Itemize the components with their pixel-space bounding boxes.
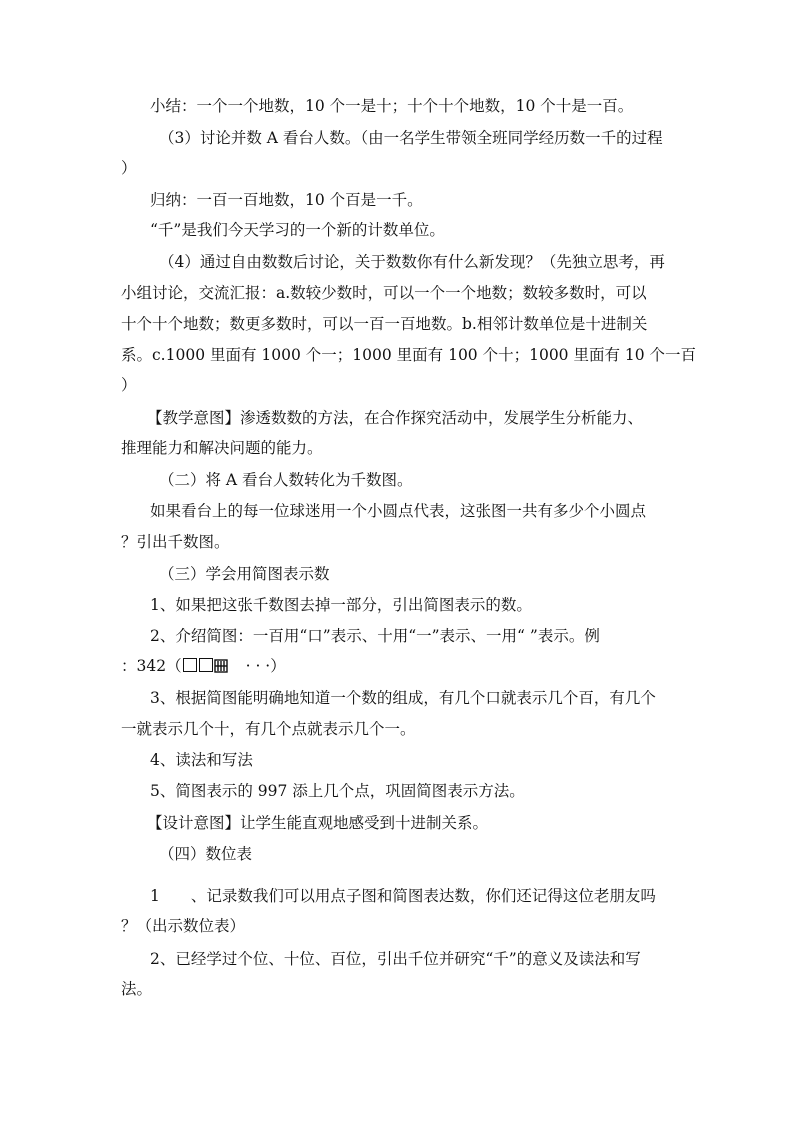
dot-representation-question: 如果看台上的每一位球迷用一个小圆点代表，这张图一共有多少个小圆点 bbox=[150, 502, 647, 520]
thousand-unit-note: “千”是我们今天学习的一个新的计数单位。 bbox=[150, 221, 445, 239]
example-342 bbox=[121, 656, 794, 676]
dot-representation-question-cont: ？引出千数图。 bbox=[121, 533, 230, 551]
teaching-intent-note-cont: 推理能力和解决问题的能力。 bbox=[121, 439, 323, 457]
section-four-heading: （四）数位表 bbox=[159, 845, 253, 863]
step-2: 2、介绍简图：一百用“口”表示、十用“一”表示、一用“ ”表示。例 bbox=[150, 627, 600, 645]
step-4: 4、读法和写法 bbox=[150, 751, 253, 769]
section-three-heading: （三）学会用简图表示数 bbox=[159, 565, 330, 583]
example-342-dots: · · ·） bbox=[245, 657, 286, 675]
four-tens-icon bbox=[214, 659, 228, 673]
place-value-step-1: 1 、记录数我们可以用点子图和简图表达数，你们还记得这位老朋友吗 bbox=[150, 887, 656, 905]
discussion-item-4-line4: 系。c.1000 里面有 1000 个一；1000 里面有 100 个十；1000 里面有 10 个一百 bbox=[121, 346, 697, 364]
discussion-item-4-line2: 小组讨论，交流汇报：a.数较少数时，可以一个一个地数；数较多数时，可以 bbox=[121, 284, 647, 302]
step-1: 1、如果把这张千数图去掉一部分，引出简图表示的数。 bbox=[150, 596, 532, 614]
place-value-step-2: 2、已经学过个位、十位、百位，引出千位并研究“千”的意义及读法和写 bbox=[150, 950, 641, 968]
section-two-heading: （二）将 A 看台人数转化为千数图。 bbox=[159, 471, 413, 489]
summary-counting-ones-tens: 小结：一个一个地数，10 个一是十；十个十个地数，10 个十是一百。 bbox=[150, 97, 634, 115]
step-3: 3、根据简图能明确地知道一个数的组成，有几个口就表示几个百，有几个 bbox=[150, 689, 656, 707]
hundred-square-icon bbox=[183, 658, 197, 672]
discussion-item-3-cont: ） bbox=[121, 159, 137, 177]
step-3-cont: 一就表示几个十，有几个点就表示几个一。 bbox=[121, 720, 416, 738]
step-5: 5、简图表示的 997 添上几个点，巩固简图表示方法。 bbox=[150, 782, 525, 800]
example-342-prefix: ：342（ bbox=[121, 657, 182, 675]
hundred-square-icon bbox=[199, 658, 213, 672]
conclusion-hundreds: 归纳：一百一百地数，10 个百是一千。 bbox=[150, 191, 423, 209]
discussion-item-3: （3）讨论并数 A 看台人数。（由一名学生带领全班同学经历数一千的过程 bbox=[159, 129, 663, 147]
place-value-step-1-cont: ？（出示数位表） bbox=[121, 917, 246, 935]
place-value-step-2-cont: 法。 bbox=[121, 980, 153, 998]
design-intent-note: 【设计意图】让学生能直观地感受到十进制关系。 bbox=[147, 814, 489, 832]
teaching-intent-note: 【教学意图】渗透数数的方法，在合作探究活动中，发展学生分析能力、 bbox=[147, 409, 644, 427]
discussion-item-4-line5: ） bbox=[121, 376, 137, 394]
discussion-item-4-line3: 十个十个地数；数更多数时，可以一百一百地数。b.相邻计数单位是十进制关 bbox=[121, 315, 648, 333]
discussion-item-4: （4）通过自由数数后讨论，关于数数你有什么新发现？（先独立思考，再 bbox=[159, 253, 665, 271]
